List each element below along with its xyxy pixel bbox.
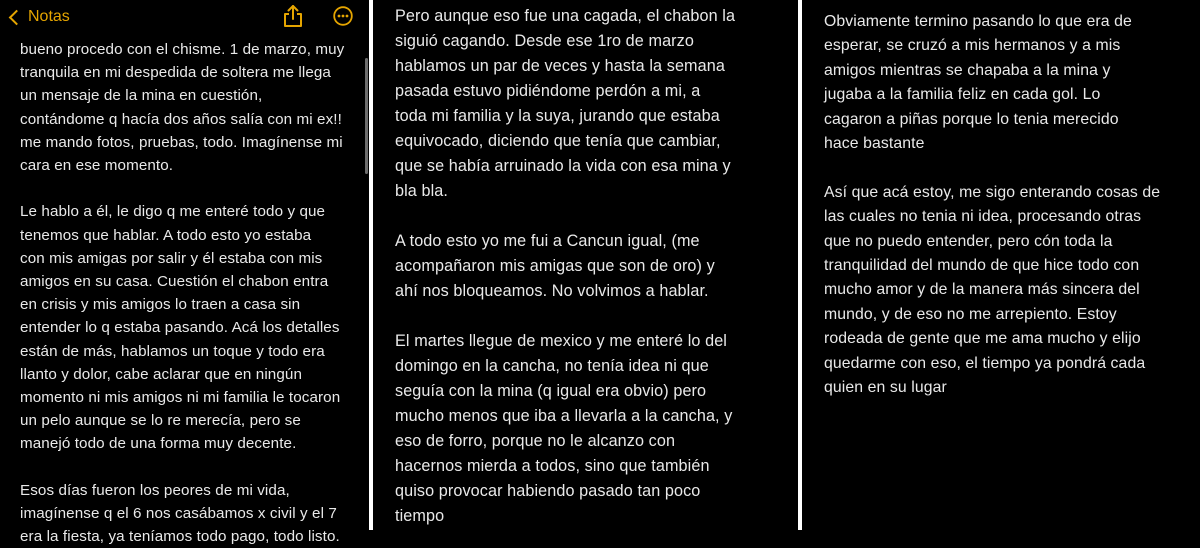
note-body-text[interactable]: Obviamente termino pasando lo que era de esperar, se cruzó a mis hermanos y a mis amigos mientras se chapaba a la mina y jugaba a la familia feliz en cada gol. Lo cagaron a piñas porque lo tenia merecido hace bastante Así que acá estoy, me sigo enterando cosas de las cuales no tenia ni idea, procesando otras que no puedo entender, pero cón toda la tranquilidad del mundo de que hice todo con mucho amor y de la manera más sincera del mundo, y de eso no me arrepiento. Estoy rodeada de gente que me ama mucho y elijo quedarme con eso, el tiempo ya pondrá cada quien en su lugar (824, 13, 1161, 397)
notes-screenshot-1 (0, 0, 369, 546)
note-body-text[interactable]: bueno procedo con el chisme. 1 de marzo, muy tranquila en mi despedida de soltera me llega un mensaje de la mina en cuestión, contándome q hacía dos años salía con mi ex!! me mando fotos, pruebas, todo. Imagínense mi cara en ese momento. Le hablo a él, le digo q me enteré todo y que tenemos que hablar. A todo esto yo estaba con mis amigas por salir y él estaba con mis amigos en su casa. Cuestión el chabon entra en crisis y mis amigos lo traen a casa sin entender lo q estaba pasando. Acá los detalles están de más, hablamos un toque y todo era llanto y dolor, cabe aclarar que en ningún momento ni mis amigos ni mi familia le tocaron un pelo aunque se lo re merecía, pero se manejó todo de una forma muy decente. Esos días fueron los peores de mi vida, imagínense q el 6 nos casábamos x civil y el 7 era la fiesta, ya teníamos todo pago, todo listo. (20, 41, 345, 546)
back-label: Notas (28, 8, 70, 25)
chevron-left-icon (9, 9, 25, 25)
ellipsis-circle-icon[interactable] (333, 6, 353, 26)
scrollbar[interactable] (365, 58, 368, 174)
notes-screenshot-3 (802, 0, 1200, 530)
share-icon[interactable] (282, 4, 304, 28)
note-body-text[interactable]: Pero aunque eso fue una cagada, el chabon la siguió cagando. Desde ese 1ro de marzo hablamos un par de veces y hasta la semana pasada estuvo pidiéndome perdón a mi, a toda mi familia y la suya, jurando que estaba equivocado, diciendo que tenía que cambiar, que se había arruinado la vida con esa mina y bla bla. A todo esto yo me fui a Cancun igual, (me acompañaron mis amigas que son de oro) y ahí nos bloqueamos. No volvimos a hablar. El martes llegue de mexico y me enteré lo del domingo en la cancha, no tenía idea ni que seguía con la mina (q igual era obvio) pero mucho menos que iba a llevarla a la cancha, y eso de forro, porque no le alcanzo con hacernos mierda a todos, sino que también quiso provocar habiendo pasado tan poco tiempo (395, 7, 736, 525)
notes-screenshot-2 (373, 0, 798, 530)
notes-toolbar (0, 0, 369, 34)
back-button[interactable] (8, 4, 70, 30)
